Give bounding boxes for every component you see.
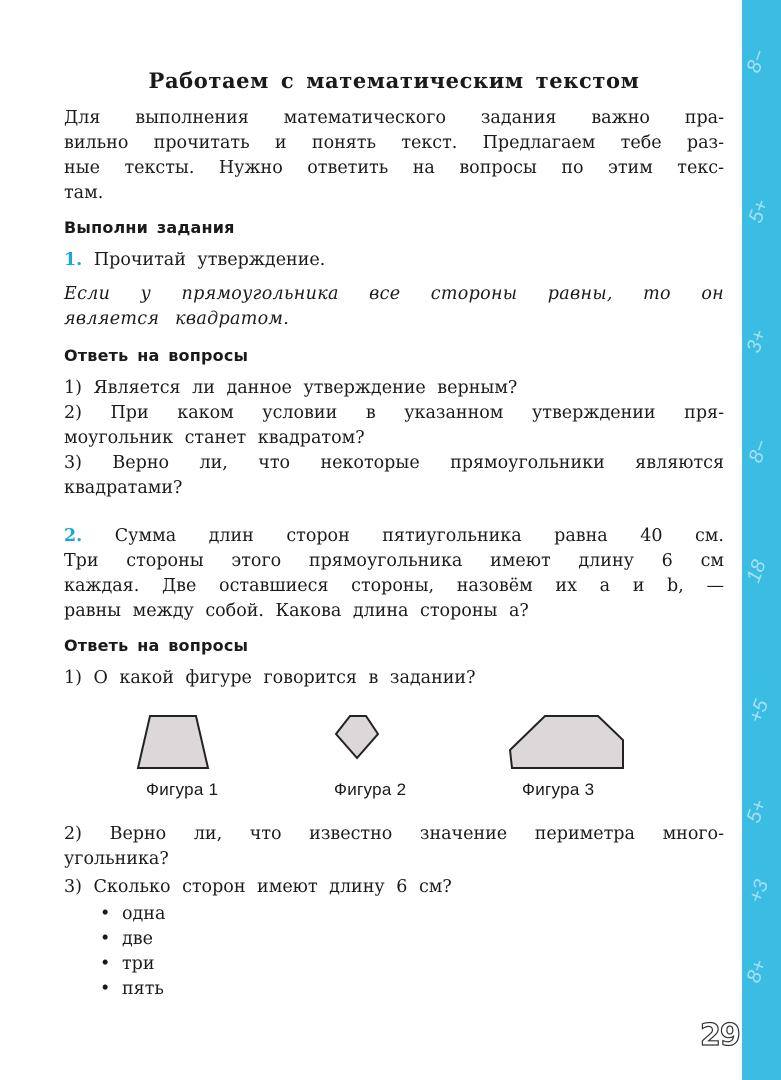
task-2-text	[64, 524, 724, 624]
task-2-line: каждая. Две оставшиеся стороны, назовём их a и b, —	[64, 576, 724, 596]
task-1-questions-heading: Ответь на вопросы	[64, 346, 249, 365]
side-margin-strip	[742, 0, 781, 1080]
task-1-instruction	[64, 250, 325, 270]
task-2-question-3: 3) Сколько сторон имеют длину 6 см?	[64, 877, 452, 897]
page-number: 29	[700, 1018, 740, 1053]
figure-2-label: Фигура 2	[334, 780, 407, 799]
task-2-question-2-cont: угольника?	[64, 849, 169, 869]
intro-line: Для выполнения математического задания важно пра-	[64, 108, 724, 128]
answer-option: • три	[100, 954, 155, 974]
answer-option: • две	[100, 929, 153, 949]
decoration: 3+	[742, 326, 772, 356]
decoration: 8−	[742, 46, 772, 76]
task-1-number: 1.	[64, 250, 83, 270]
figure-3-pentagon	[510, 716, 623, 768]
decoration: 5+	[742, 796, 772, 826]
page-title: Работаем с математическим текстом	[148, 68, 640, 93]
statement-line: Если у прямоугольника все стороны равны, то он	[64, 284, 724, 304]
task-2-questions-heading: Ответь на вопросы	[64, 636, 249, 655]
task-2-question-2: 2) Верно ли, что известно значение периметра много-	[64, 824, 724, 844]
task-2-number: 2.	[64, 526, 83, 546]
decoration: 5+	[744, 196, 774, 226]
decoration: 8−	[744, 436, 774, 466]
intro-line: там.	[64, 183, 104, 203]
task-2-line-text: Сумма длин сторон пятиугольника равна 40 см.	[114, 526, 724, 546]
intro-line: вильно прочитать и понять текст. Предлагаем тебе раз-	[64, 133, 724, 153]
figure-1-label: Фигура 1	[146, 780, 219, 799]
task-1-question: 1) Является ли данное утверждение верным?	[64, 378, 518, 398]
decoration: +5	[744, 696, 774, 726]
task-2-line	[64, 524, 724, 549]
decoration: 18	[742, 557, 771, 586]
task-2-question-1: 1) О какой фигуре говорится в задании?	[64, 668, 476, 688]
task-1-question-cont: моугольник станет квадратом?	[64, 428, 365, 448]
figures-illustration	[64, 710, 724, 780]
section-heading: Выполни задания	[64, 218, 235, 237]
answer-option: • пять	[100, 979, 164, 999]
intro-paragraph	[64, 106, 724, 206]
figure-2-pentagon	[336, 716, 378, 758]
task-1-question: 3) Верно ли, что некоторые прямоугольники являются	[64, 453, 724, 473]
figure-3-label: Фигура 3	[522, 780, 595, 799]
task-1-question: 2) При каком условии в указанном утверждении пря-	[64, 403, 724, 423]
intro-line: ные тексты. Нужно ответить на вопросы по этим текс-	[64, 158, 724, 178]
task-2-line: равны между собой. Какова длина стороны a?	[64, 601, 529, 621]
decoration: +3	[744, 876, 774, 906]
task-2-line: Три стороны этого прямоугольника имеют длину 6 см	[64, 551, 724, 571]
decoration: 8+	[742, 956, 772, 986]
answer-option: • одна	[100, 904, 165, 924]
figure-1-trapezoid	[138, 716, 208, 768]
task-1-statement	[64, 282, 724, 332]
statement-line: является квадратом.	[64, 309, 290, 329]
task-1-question-cont: квадратами?	[64, 478, 183, 498]
task-1-text: Прочитай утверждение.	[93, 250, 326, 270]
